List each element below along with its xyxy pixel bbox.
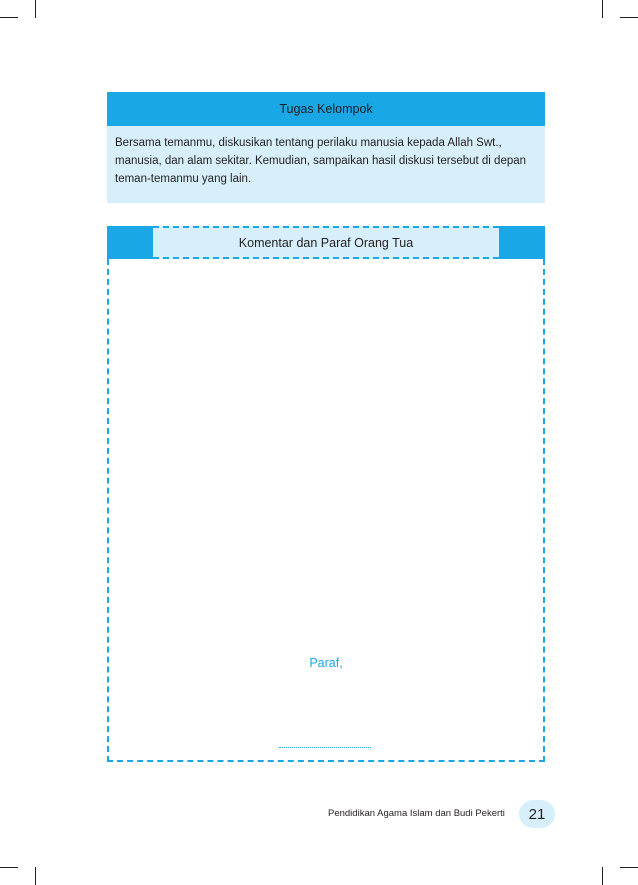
paraf-label: Paraf,: [309, 656, 343, 670]
parent-comment-title: Komentar dan Paraf Orang Tua: [153, 226, 499, 259]
parent-comment-header: [107, 226, 545, 259]
header-left-block: [107, 226, 153, 259]
header-right-block: [499, 226, 545, 259]
group-task-instructions: Bersama temanmu, diskusikan tentang perilaku manusia kepada Allah Swt., manusia, dan alam sekitar. Kemudian, sampaikan hasil diskusi tersebut di depan teman-temanmu yang lain.: [115, 137, 527, 185]
signature-line[interactable]: [279, 747, 371, 748]
crop-mark: [0, 867, 18, 868]
crop-mark: [620, 867, 638, 868]
crop-mark: [0, 17, 18, 18]
crop-mark: [620, 17, 638, 18]
crop-mark: [35, 0, 36, 18]
page-number: 21: [519, 800, 555, 828]
crop-mark: [35, 867, 36, 885]
crop-mark: [602, 0, 603, 18]
group-task-title: Tugas Kelompok: [107, 92, 545, 126]
parent-comment-area[interactable]: [107, 259, 545, 762]
group-task-box: [107, 92, 545, 203]
crop-mark: [602, 867, 603, 885]
book-title: Pendidikan Agama Islam dan Budi Pekerti: [328, 808, 505, 819]
